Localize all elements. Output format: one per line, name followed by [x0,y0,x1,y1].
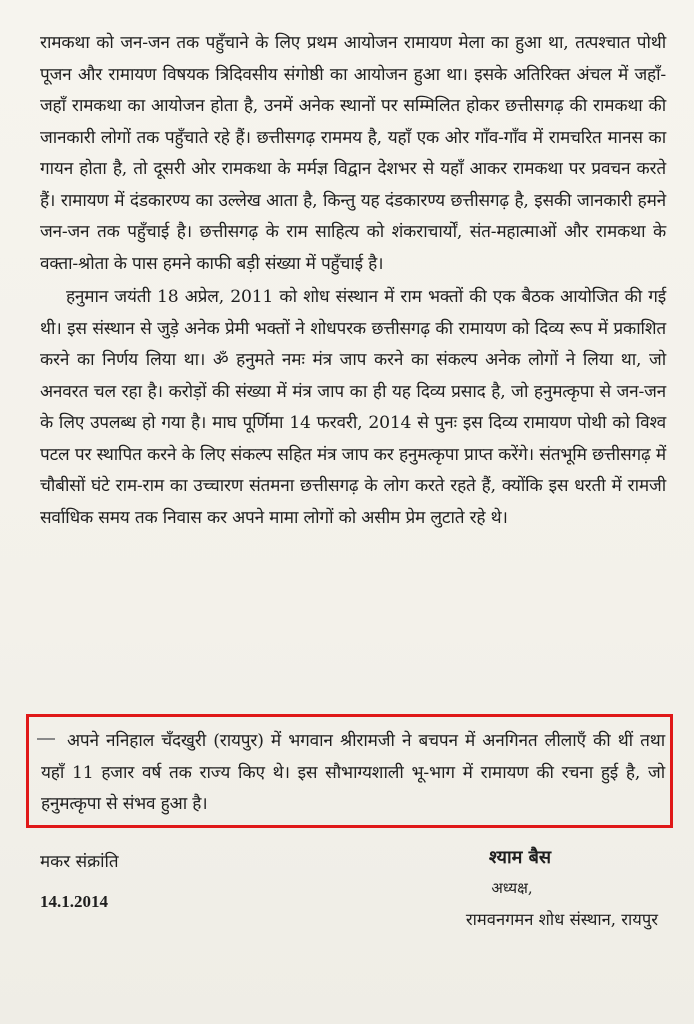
signatory-organization: रामवनगमन शोध संस्थान, रायपुर [465,910,658,929]
body-text [40,28,666,534]
highlighted-paragraph: अपने ननिहाल चँदखुरी (रायपुर) में भगवान श्रीरामजी ने बचपन में अनगिनत लीलाएँ की थीं तथा यहाँ 11 हजार वर्ष तक राज्य किए थे। इस सौभाग्यशाली भू-भाग में रामायण की रचना हुई है, जो हनुमत्कृपा से संभव हुआ है। [41,731,665,814]
signature-right [374,843,658,935]
signatory-name: श्याम बैस [488,847,552,868]
paragraph-2: हनुमान जयंती 18 अप्रेल, 2011 को शोध संस्थान में राम भक्तों की एक बैठक आयोजित की गई थी। इस संस्थान से जुड़े अनेक प्रेमी भक्तों ने शोधपरक छत्तीसगढ़ की रामायण को दिव्य रूप में प्रकाशित करने का निर्णय लिया था। ॐ हनुमते नमः मंत्र जाप करने का संकल्प अनेक लोगों ने लिया था, जो अनवरत चल रहा है। करोड़ों की संख्या में मंत्र जाप का ही यह दिव्य प्रसाद है, जो हनुमत्कृपा से जन-जन के लिए उपलब्ध हो गया है। माघ पूर्णिमा 14 फरवरी, 2014 से पुनः इस दिव्य रामायण पोथी को विश्व पटल पर स्थापित करने के लिए संकल्प सहित मंत्र जाप कर हनुमत्कृपा प्राप्त करेंगे। संतभूमि छत्तीसगढ़ में चौबीसों घंटे राम-राम का उच्चारण संतमना छत्तीसगढ़ के लोग करते रहते हैं, क्योंकि इस धरती में रामजी सर्वाधिक समय तक निवास कर अपने मामा लोगों को असीम प्रेम लुटाते रहे थे। [40,287,666,528]
paragraph-1: रामकथा को जन-जन तक पहुँचाने के लिए प्रथम आयोजन रामायण मेला का हुआ था, तत्पश्चात पोथी पूजन और रामायण विषयक त्रिदिवसीय संगोष्ठी का आयोजन हुआ था। इसके अतिरिक्त अंचल में जहाँ-जहाँ रामकथा का आयोजन होता है, उनमें अनेक स्थानों पर सम्मिलित होकर छत्तीसगढ़ की रामकथा की जानकारी लोगों तक पहुँचाते रहे हैं। छत्तीसगढ़ राममय है, यहाँ एक ओर गाँव-गाँव में रामचरित मानस का गायन होता है, तो दूसरी ओर रामकथा के मर्मज्ञ विद्वान देशभर से यहाँ आकर रामकथा पर प्रवचन करते हैं। रामायण में दंडकारण्य का उल्लेख आता है, किन्तु यह दंडकारण्य छत्तीसगढ़ है, इसकी जानकारी हमने जन-जन तक पहुँचाई है। छत्तीसगढ़ के राम साहित्य को शंकराचार्यों, संत-महात्माओं और रामकथा के वक्ता-श्रोता के पास हमने काफी बड़ी संख्या में पहुँचाई है। [40,33,666,274]
date-text: 14.1.2014 [40,892,108,911]
signatory-designation: अध्यक्ष, [491,879,533,897]
occasion-text: मकर संक्रांति [40,852,119,872]
signature-left [40,848,119,916]
highlighted-paragraph-box [26,714,673,828]
